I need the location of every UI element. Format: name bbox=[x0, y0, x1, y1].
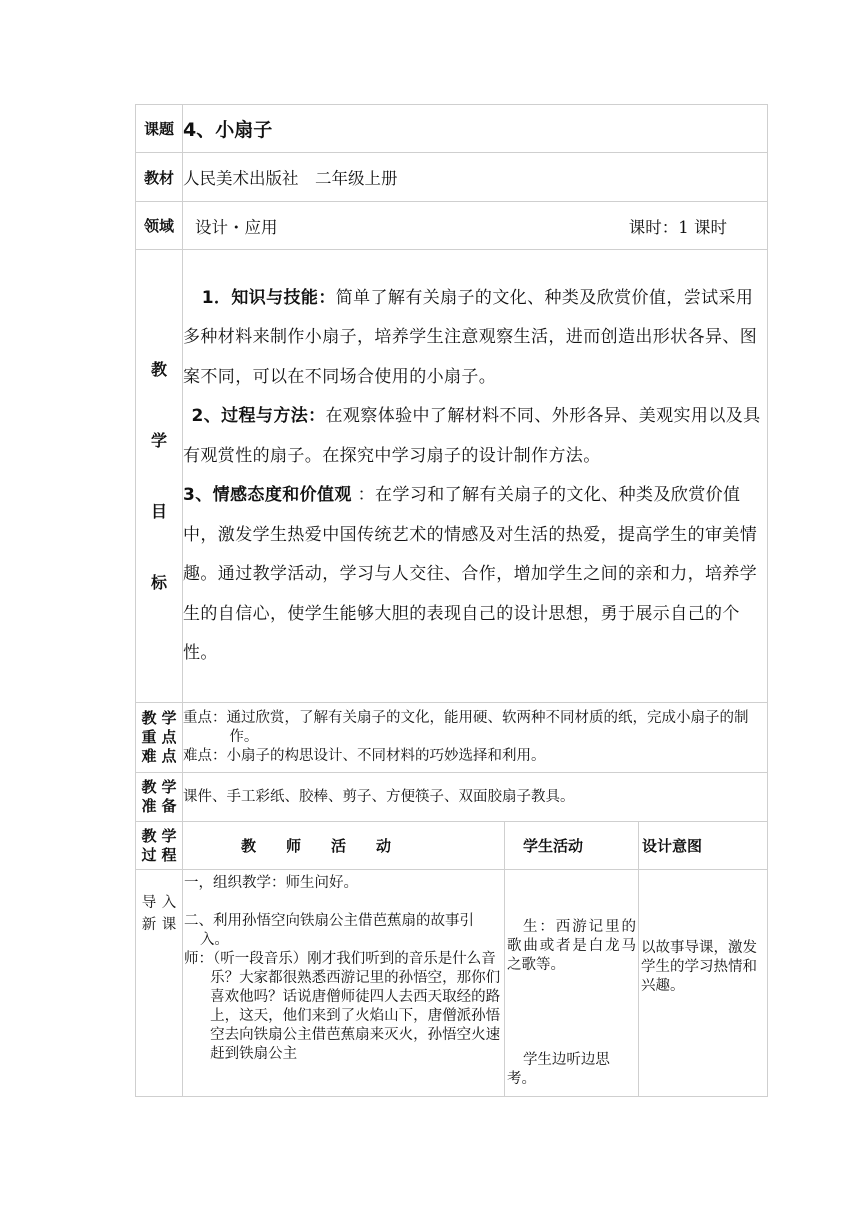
objective-3: 3、情感态度和价值观 ：在学习和了解有关扇子的文化、种类及欣赏价值中，激发学生热爱中国传统艺术的情感及对生活的热爱，提高学生的审美情趣。通过教学活动，学习与人交往、合作，增加学生之间的亲和力，培养学生的自信心，使学生能够大胆的表现自己的设计思想，勇于展示自己的个性。 bbox=[183, 485, 758, 663]
difficult-point: 难点：小扇子的构思设计、不同材料的巧妙选择和利用。 bbox=[183, 748, 546, 764]
textbook-label: 教材 bbox=[136, 153, 183, 202]
process-header-row bbox=[136, 822, 768, 870]
teacher-activity-header: 教 师 活 动 bbox=[183, 822, 505, 870]
lesson-plan-table bbox=[135, 104, 768, 1097]
textbook-value: 人民美术出版社 二年级上册 bbox=[183, 153, 768, 202]
topic-label: 课题 bbox=[136, 105, 183, 153]
field-label: 领域 bbox=[136, 202, 183, 250]
keypoints-row bbox=[136, 703, 768, 773]
textbook-row bbox=[136, 153, 768, 202]
key-point: 重点：通过欣赏，了解有关扇子的文化，能用硬、软两种不同材质的纸，完成小扇子的制作。 bbox=[183, 710, 749, 745]
intro-teacher-activity: 一，组织教学：师生问好。 二、利用孙悟空向铁扇公主借芭蕉扇的故事引入。 师：（听一段音乐）刚才我们听到的音乐是什么音乐？大家都很熟悉西游记里的孙悟空，那你们喜欢他吗？话说唐僧师徒四人去西天取经的路上，这天，他们来到了火焰山下，唐僧派孙悟空去向铁扇公主借芭蕉扇来灭火，孙悟空火速赶到铁扇公主 bbox=[183, 870, 505, 1097]
objectives-label: 教 学 目 标 bbox=[136, 250, 183, 703]
keypoints-label: 教 学 重 点 难 点 bbox=[136, 703, 183, 773]
objective-2: 2、过程与方法：在观察体验中了解材料不同、外形各异、美观实用以及具有观赏性的扇子。在探究中学习扇子的设计制作方法。 bbox=[183, 406, 761, 466]
topic-value: 4、小扇子 bbox=[183, 105, 768, 153]
field-value: 设计・应用 bbox=[195, 217, 278, 237]
intro-row bbox=[136, 870, 768, 1097]
field-row bbox=[136, 202, 768, 250]
objective-1: 1．知识与技能：简单了解有关扇子的文化、种类及欣赏价值，尝试采用多种材料来制作小扇子，培养学生注意观察生活，进而创造出形状各异、图案不同，可以在不同场合使用的小扇子。 bbox=[183, 287, 758, 387]
design-intent-header: 设计意图 bbox=[639, 822, 768, 870]
prep-value: 课件、手工彩纸、胶棒、剪子、方便筷子、双面胶扇子教具。 bbox=[183, 773, 768, 822]
prep-row bbox=[136, 773, 768, 822]
intro-design-intent: 以故事导课，激发学生的学习热情和兴趣。 bbox=[639, 870, 768, 1097]
field-cell bbox=[183, 202, 768, 250]
class-period: 课时：1 课时 bbox=[628, 217, 727, 237]
student-activity-header: 学生活动 bbox=[505, 822, 639, 870]
intro-label: 导 入 新 课 bbox=[136, 870, 183, 1097]
objectives-text bbox=[183, 250, 768, 703]
process-label: 教 学 过 程 bbox=[136, 822, 183, 870]
objectives-row bbox=[136, 250, 768, 703]
prep-label: 教 学 准 备 bbox=[136, 773, 183, 822]
intro-student-activity: 生：西游记里的歌曲或者是白龙马之歌等。 学生边听边思考。 bbox=[505, 870, 639, 1097]
topic-row bbox=[136, 105, 768, 153]
keypoints-text bbox=[183, 703, 768, 773]
